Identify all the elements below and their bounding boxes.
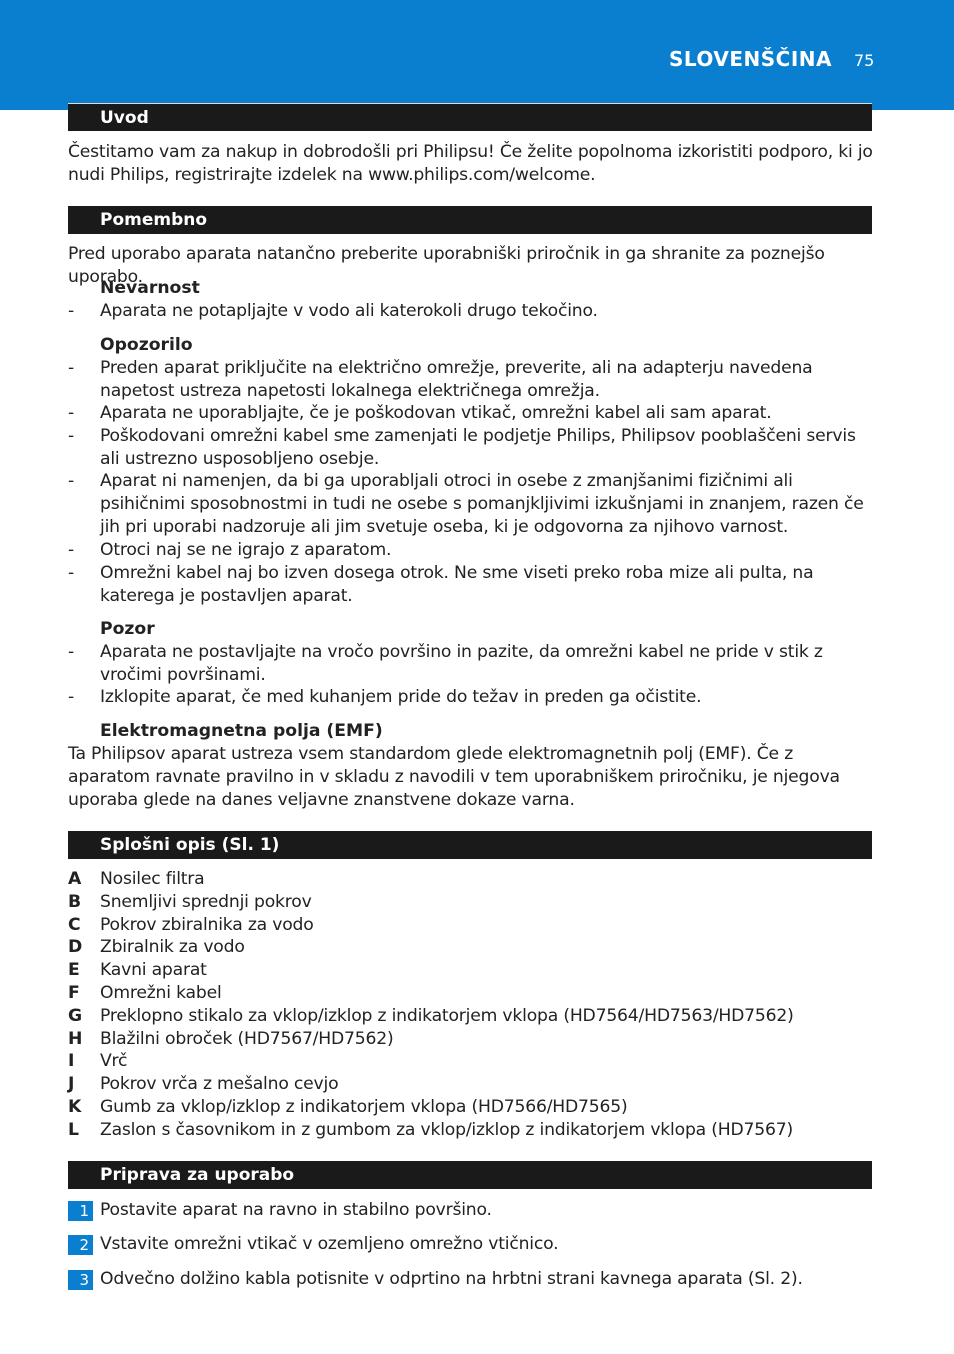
list-item: Izklopite aparat, če med kuhanjem pride do težav in preden ga očistite.: [100, 687, 702, 707]
part-letter: F: [68, 983, 80, 1003]
list-item: Aparata ne uporabljajte, če je poškodovan vtikač, omrežni kabel ali sam aparat.: [100, 403, 772, 423]
part-label: Pokrov zbiralnika za vodo: [100, 914, 314, 935]
list-item: Otroci naj se ne igrajo z aparatom.: [100, 540, 392, 560]
section-heading-opis: Splošni opis (Sl. 1): [68, 831, 872, 859]
part-letter: L: [68, 1119, 79, 1140]
list-bullet: -: [68, 471, 75, 491]
part-label: Zbiralnik za vodo: [100, 937, 245, 958]
language-title: SLOVENŠČINA: [668, 47, 832, 71]
list-item: Poškodovani omrežni kabel sme zamenjati le podjetje Philips, Philipsov pooblaščeni servis ali ustrezno usposobljeno osebje.: [100, 426, 856, 469]
part-label: Vrč: [100, 1051, 128, 1072]
list-bullet: -: [68, 642, 75, 662]
subheading-emf: Elektromagnetna polja (EMF): [100, 721, 383, 741]
part-label: Blažilni obroček (HD7567/HD7562): [100, 1028, 394, 1049]
part-letter: A: [68, 869, 82, 889]
section-heading-priprava: Priprava za uporabo: [68, 1161, 872, 1189]
subheading-pozor: Pozor: [100, 619, 155, 639]
part-label: Nosilec filtra: [100, 869, 205, 889]
list-item: Aparata ne potapljajte v vodo ali katerokoli drugo tekočino.: [100, 301, 598, 321]
part-letter: C: [68, 914, 81, 935]
list-bullet: -: [68, 687, 75, 707]
header-bar: [0, 0, 954, 110]
list-bullet: -: [68, 358, 75, 378]
subheading-nevarnost: Nevarnost: [100, 278, 200, 298]
part-label: Zaslon s časovnikom in z gumbom za vklop/izklop z indikatorjem vklopa (HD7567): [100, 1119, 793, 1140]
section-heading-pomembno: Pomembno: [68, 206, 872, 234]
list-item: Omrežni kabel naj bo izven dosega otrok. Ne sme viseti preko roba mize ali pulta, na katerega je postavljen aparat.: [100, 563, 814, 606]
part-label: Snemljivi sprednji pokrov: [100, 891, 312, 912]
list-item: Preden aparat priključite na električno omrežje, preverite, ali na adapterju navedena napetost ustreza napetosti lokalnega električnega omrežja.: [100, 358, 813, 401]
part-letter: I: [68, 1051, 75, 1072]
step-text: Odvečno dolžino kabla potisnite v odprtino na hrbtni strani kavnega aparata (Sl. 2).: [100, 1269, 803, 1289]
list-bullet: -: [68, 301, 75, 321]
part-letter: H: [68, 1028, 83, 1049]
part-letter: B: [68, 891, 82, 912]
step-number: 1: [68, 1201, 93, 1221]
step-text: Postavite aparat na ravno in stabilno površino.: [100, 1200, 492, 1220]
list-bullet: -: [68, 540, 75, 560]
part-label: Gumb za vklop/izklop z indikatorjem vklopa (HD7566/HD7565): [100, 1097, 628, 1117]
page-number: 75: [854, 51, 875, 70]
part-letter: G: [68, 1005, 83, 1026]
step-number: 2: [68, 1235, 93, 1255]
uvod-text: Čestitamo vam za nakup in dobrodošli pri Philipsu! Če želite popolnoma izkoristiti podporo, ki jo nudi Philips, registrirajte izdelek na www.philips.com/welcome.: [68, 142, 873, 185]
step-text: Vstavite omrežni vtikač v ozemljeno omrežno vtičnico.: [100, 1234, 559, 1254]
part-letter: J: [68, 1074, 75, 1095]
part-letter: K: [68, 1097, 82, 1117]
list-item: Aparata ne postavljajte na vročo površino in pazite, da omrežni kabel ne pride v stik z vročimi površinami.: [100, 642, 823, 685]
list-item: Aparat ni namenjen, da bi ga uporabljali otroci in osebe z zmanjšanimi fizičnimi ali psihičnimi sposobnostmi in tudi ne osebe s pomanjkljivimi izkušnjami in znanjem, razen če jih pri uporabi nadzoruje ali jim svetuje oseba, ki je odgovorna za njihovo varnost.: [100, 471, 864, 537]
part-label: Omrežni kabel: [100, 983, 222, 1003]
section-heading-uvod: Uvod: [68, 103, 872, 131]
part-label: Kavni aparat: [100, 960, 207, 981]
part-label: Pokrov vrča z mešalno cevjo: [100, 1074, 339, 1095]
list-bullet: -: [68, 403, 75, 423]
step-number: 3: [68, 1270, 93, 1290]
pomembno-intro: Pred uporabo aparata natančno preberite uporabniški priročnik in ga shranite za poznejšo uporabo.: [68, 244, 825, 287]
list-bullet: -: [68, 563, 75, 583]
part-letter: E: [68, 960, 80, 981]
list-bullet: -: [68, 426, 75, 446]
emf-text: Ta Philipsov aparat ustreza vsem standardom glede elektromagnetnih polj (EMF). Če z aparatom ravnate pravilno in v skladu z navodili v tem uporabniškem priročniku, je njegova uporaba glede na danes veljavne znanstvene dokaze varna.: [68, 744, 840, 810]
subheading-opozorilo: Opozorilo: [100, 335, 193, 355]
part-letter: D: [68, 937, 83, 958]
part-label: Preklopno stikalo za vklop/izklop z indikatorjem vklopa (HD7564/HD7563/HD7562): [100, 1005, 794, 1026]
